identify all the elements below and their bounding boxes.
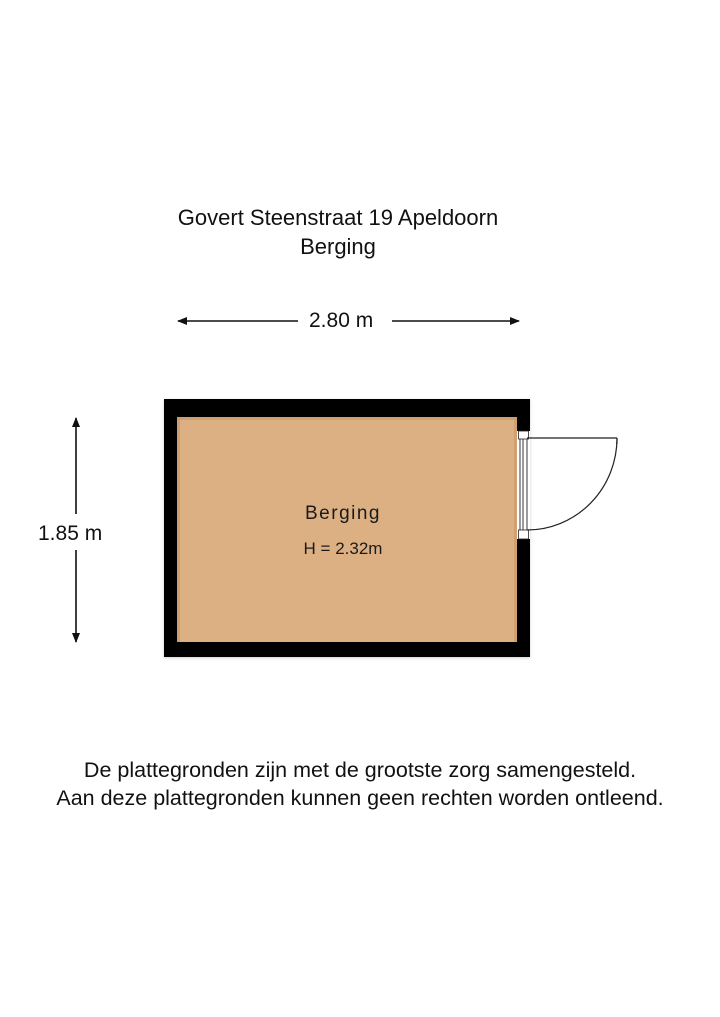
width-dimension-label: 2.80 m xyxy=(303,309,379,333)
door-opening xyxy=(517,431,530,539)
room-floor-berging xyxy=(177,417,517,642)
floor-name-title: Berging xyxy=(300,234,376,259)
disclaimer-line-1: De plattegronden zijn met de grootste zorg samengesteld. xyxy=(83,758,637,782)
disclaimer xyxy=(0,756,720,812)
address-title: Govert Steenstraat 19 Apeldoorn xyxy=(177,205,499,230)
disclaimer-line-2: Aan deze plattegronden kunnen geen rechten worden ontleend. xyxy=(56,786,664,810)
room-height-label: H = 2.32m xyxy=(303,539,383,558)
room-name-label: Berging xyxy=(305,503,381,524)
depth-dimension-label: 1.85 m xyxy=(38,518,102,550)
door-swing-arc xyxy=(527,438,617,530)
